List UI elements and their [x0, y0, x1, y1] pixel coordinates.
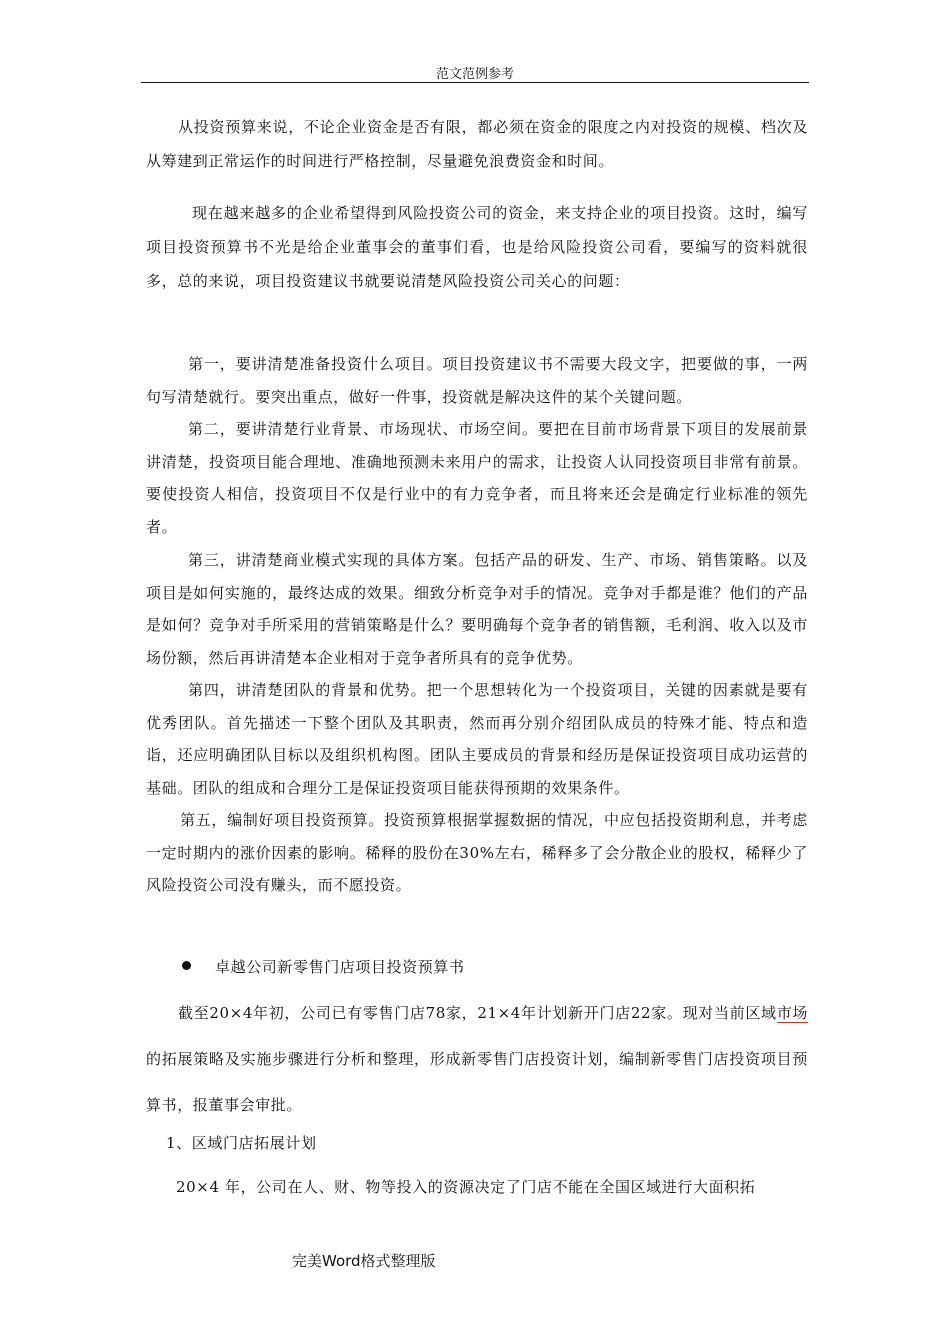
- intro-text-b: 的拓展策略及实施步骤进行分析和整理，形成新零售门店投资计划，编制新零售门店投资项目预算书，报董事会审批。: [146, 1050, 808, 1114]
- section-bullet-heading: [182, 956, 465, 978]
- paragraph-point-four: 第四，讲清楚团队的背景和优势。把一个思想转化为一个投资项目，关键的因素就是要有优秀团队。首先描述一下整个团队及其职责，然而再分别介绍团队成员的特殊才能、特点和造诣，还应明确团队目标以及组织机构图。团队主要成员的背景和经历是保证投资项目成功运营的基础。团队的组成和合理分工是保证投资项目能获得预期的效果条件。: [146, 681, 808, 797]
- bullet-icon: [182, 961, 191, 970]
- paragraph-point-five: 第五，编制好项目投资预算。投资预算根据掌握数据的情况，中应包括投资期利息，并考虑一定时期内的涨价因素的影响。稀释的股份在30%左右，稀释多了会分散企业的股权，稀释少了风险投资公司没有赚头，而不愿投资。: [146, 811, 808, 895]
- header-divider: [141, 82, 809, 83]
- paragraph-venture-capital: 现在越来越多的企业希望得到风险投资公司的资金，来支持企业的项目投资。这时，编写项目投资预算书不光是给企业董事会的董事们看，也是给风险投资公司看，要编写的资料就很多，总的来说，项目投资建议书就要说清楚风险投资公司关心的问题：: [146, 204, 808, 290]
- intro-text-a: 截至20×4年初，公司已有零售门店78家，21×4年计划新开门店22家。现对当前区域: [178, 1004, 777, 1022]
- paragraph-point-three: 第三，讲清楚商业模式实现的具体方案。包括产品的研发、生产、市场、销售策略。以及项目是如何实施的，最终达成的效果。细致分析竞争对手的情况。竞争对手都是谁？他们的产品是如何？竞争对手所采用的营销策略是什么？要明确每个竞争者的销售额，毛利润、收入以及市场份额，然后再讲清楚本企业相对于竞争者所具有的竞争优势。: [146, 551, 808, 667]
- bullet-title: 卓越公司新零售门店项目投资预算书: [215, 958, 465, 976]
- underlined-term: 市场: [776, 1004, 809, 1022]
- page-header: 范文范例参考: [435, 67, 514, 82]
- paragraph-point-one: 第一，要讲清楚准备投资什么项目。项目投资建议书不需要大段文字，把要做的事，一两句写清楚就行。要突出重点，做好一件事，投资就是解决这件的某个关键问题。: [146, 355, 808, 406]
- paragraph-point-two: 第二，要讲清楚行业背景、市场现状、市场空间。要把在目前市场背景下项目的发展前景讲清楚，投资项目能合理地、准确地预测未来用户的需求，让投资人认同投资项目非常有前景。要使投资人相信，投资项目不仅是行业中的有力竞争者，而且将来还会是确定行业标准的领先者。: [146, 420, 808, 536]
- paragraph-budget-intro: 从投资预算来说，不论企业资金是否有限，都必须在资金的限度之内对投资的规模、档次及从筹建到正常运作的时间进行严格控制，尽量避免浪费资金和时间。: [146, 118, 808, 170]
- paragraph-store-plan: [146, 990, 808, 1128]
- page-footer: 完美Word格式整理版: [292, 1252, 436, 1270]
- sub-heading: 1、区域门店拓展计划: [166, 1134, 317, 1152]
- paragraph-expansion-start: 20×4 年，公司在人、财、物等投入的资源决定了门店不能在全国区域进行大面积拓: [176, 1178, 756, 1196]
